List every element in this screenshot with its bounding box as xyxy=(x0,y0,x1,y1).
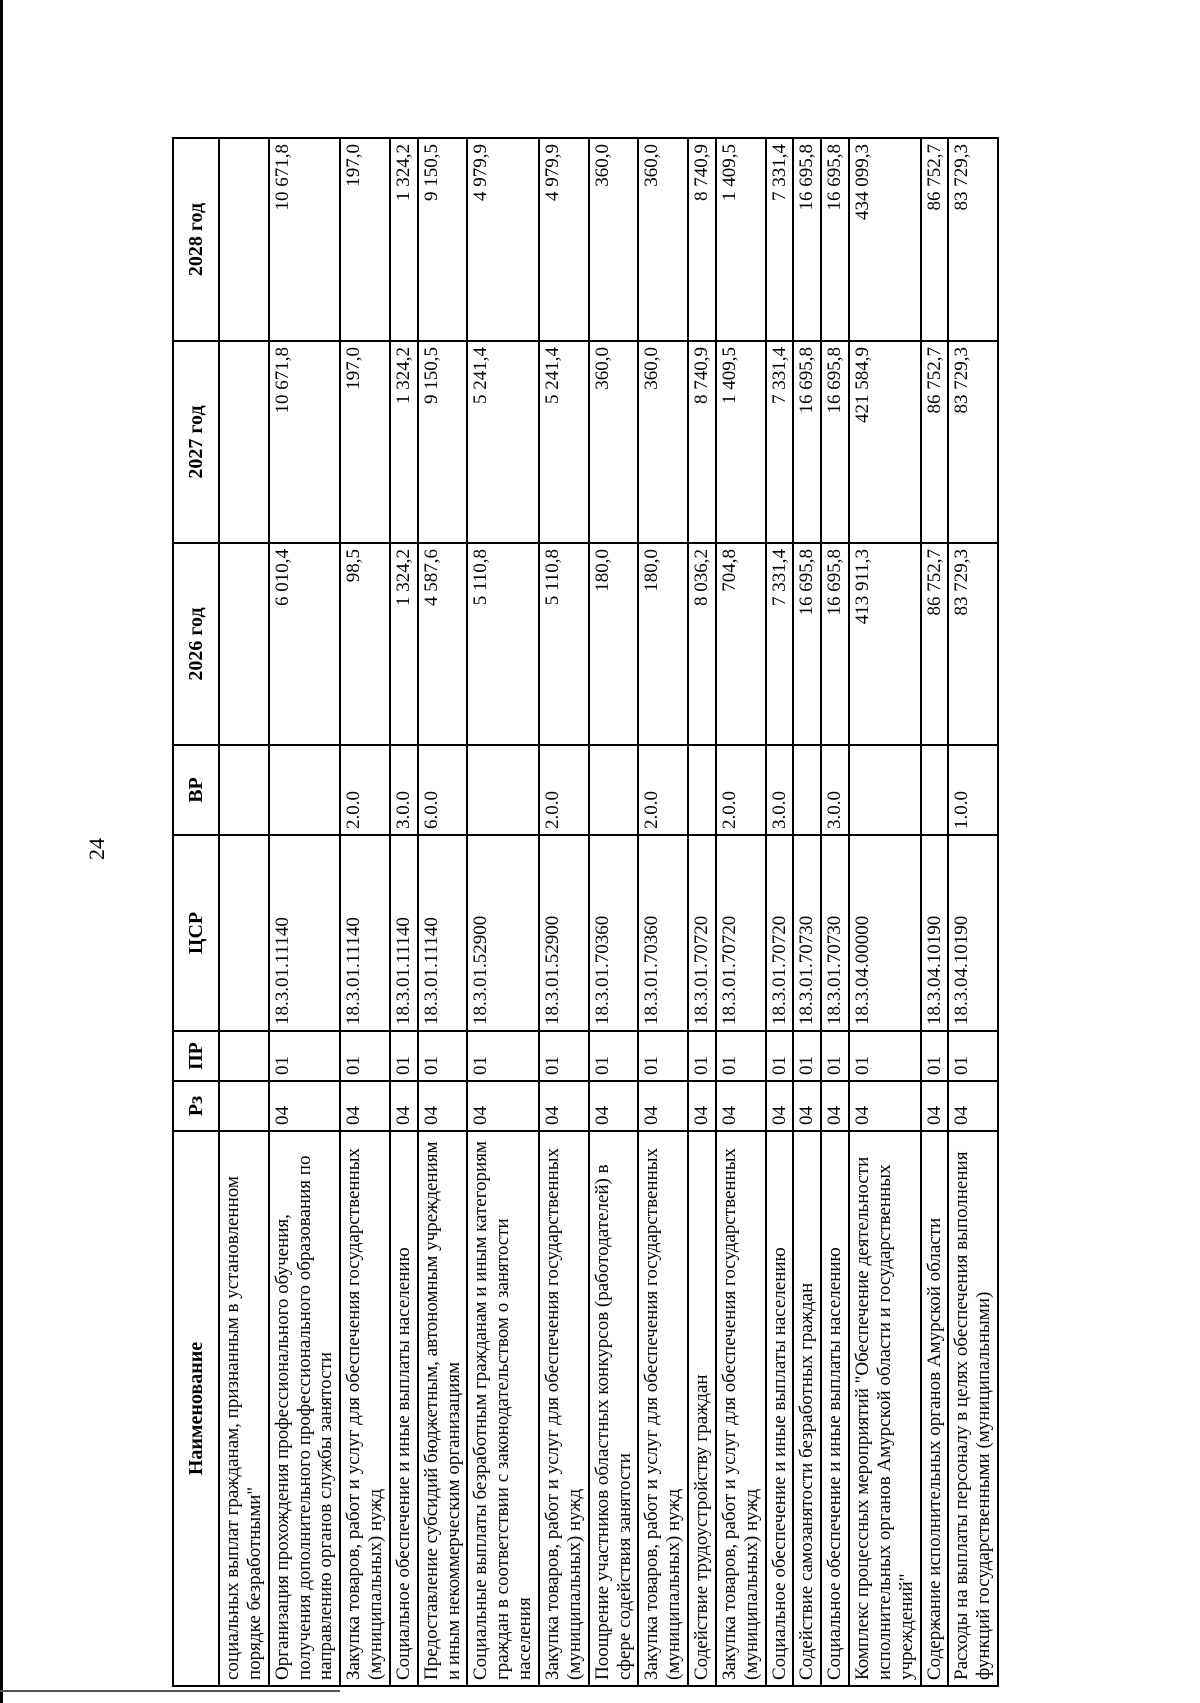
header-vr: ВР xyxy=(173,745,219,835)
cell-vr: 2.0.0 xyxy=(638,745,688,835)
cell-pr: 01 xyxy=(589,1031,639,1081)
scan-bottom-rule xyxy=(0,1690,340,1692)
cell-rz: 04 xyxy=(821,1081,849,1131)
cell-name: Организация прохождения профессионального обучения, получения дополнительного профессионального образования по направлению органов службы занятости xyxy=(269,1131,341,1686)
cell-rz: 04 xyxy=(793,1081,821,1131)
cell-csr: 18.3.01.70360 xyxy=(638,835,688,1031)
cell-name: Социальные выплаты безработным гражданам и иным категориям граждан в соответствии с законодательством о занятости населения xyxy=(467,1131,539,1686)
table-row xyxy=(716,138,766,1686)
header-2028: 2028 год xyxy=(173,138,219,341)
cell-rz: 04 xyxy=(688,1081,716,1131)
cell-2026: 8 036,2 xyxy=(688,543,716,745)
cell-2028: 9 150,5 xyxy=(418,138,468,341)
cell-rz: 04 xyxy=(849,1081,921,1131)
table-row xyxy=(390,138,418,1686)
cell-2027: 197,0 xyxy=(340,341,390,543)
cell-vr: 1.0.0 xyxy=(948,745,998,835)
table-row xyxy=(539,138,589,1686)
cell-rz: 04 xyxy=(921,1081,949,1131)
cell-vr xyxy=(849,745,921,835)
cell-vr xyxy=(467,745,539,835)
table-row xyxy=(921,138,949,1686)
cell-csr: 18.3.04.10190 xyxy=(921,835,949,1031)
cell-2026: 5 110,8 xyxy=(539,543,589,745)
cell-name: Комплекс процессных мероприятий "Обеспечение деятельности исполнительных органов Амурской области и государственных учреждений" xyxy=(849,1131,921,1686)
cell-vr xyxy=(269,745,341,835)
cell-csr: 18.3.01.11140 xyxy=(390,835,418,1031)
cell-2028: 360,0 xyxy=(589,138,639,341)
cell-rz: 04 xyxy=(467,1081,539,1131)
cell-2028: 4 979,9 xyxy=(467,138,539,341)
cell-2027: 9 150,5 xyxy=(418,341,468,543)
table-row xyxy=(269,138,341,1686)
cell-2027: 5 241,4 xyxy=(467,341,539,543)
cell-csr: 18.3.01.11140 xyxy=(340,835,390,1031)
header-2027: 2027 год xyxy=(173,341,219,543)
cell-2028: 1 409,5 xyxy=(716,138,766,341)
cell-2026: 98,5 xyxy=(340,543,390,745)
cell-rz: 04 xyxy=(638,1081,688,1131)
table-row xyxy=(638,138,688,1686)
cell-rz: 04 xyxy=(390,1081,418,1131)
cell-name: Содержание исполнительных органов Амурской области xyxy=(921,1131,949,1686)
table-row xyxy=(688,138,716,1686)
cell-vr: 3.0.0 xyxy=(766,745,794,835)
cell-rz: 04 xyxy=(948,1081,998,1131)
cell-rz xyxy=(219,1081,269,1131)
cell-rz: 04 xyxy=(766,1081,794,1131)
cell-csr: 18.3.01.70720 xyxy=(716,835,766,1031)
cell-2026: 83 729,3 xyxy=(948,543,998,745)
cell-name: Закупка товаров, работ и услуг для обеспечения государственных (муниципальных) нужд xyxy=(638,1131,688,1686)
cell-csr: 18.3.01.52900 xyxy=(467,835,539,1031)
cell-2028: 16 695,8 xyxy=(821,138,849,341)
cell-rz: 04 xyxy=(539,1081,589,1131)
cell-csr: 18.3.04.00000 xyxy=(849,835,921,1031)
cell-vr xyxy=(688,745,716,835)
table-row xyxy=(219,138,269,1686)
cell-2028: 360,0 xyxy=(638,138,688,341)
header-pr: ПР xyxy=(173,1031,219,1081)
cell-2028: 10 671,8 xyxy=(269,138,341,341)
cell-2026: 6 010,4 xyxy=(269,543,341,745)
cell-2027: 16 695,8 xyxy=(793,341,821,543)
table-row xyxy=(418,138,468,1686)
cell-name: Социальное обеспечение и иные выплаты населению xyxy=(821,1131,849,1686)
page-number: 24 xyxy=(84,838,109,860)
cell-csr: 18.3.01.70730 xyxy=(821,835,849,1031)
table-row xyxy=(948,138,998,1686)
cell-name: Содействие трудоустройству граждан xyxy=(688,1131,716,1686)
scan-left-border xyxy=(0,0,3,1703)
cell-pr: 01 xyxy=(766,1031,794,1081)
cell-csr: 18.3.01.11140 xyxy=(418,835,468,1031)
rotated-page-content xyxy=(172,139,1072,1687)
cell-vr xyxy=(589,745,639,835)
cell-2027: 83 729,3 xyxy=(948,341,998,543)
table-row xyxy=(849,138,921,1686)
table-body xyxy=(219,138,998,1686)
cell-vr: 3.0.0 xyxy=(390,745,418,835)
cell-2026: 180,0 xyxy=(638,543,688,745)
table-row xyxy=(467,138,539,1686)
cell-pr: 01 xyxy=(340,1031,390,1081)
cell-2026: 1 324,2 xyxy=(390,543,418,745)
cell-2028: 16 695,8 xyxy=(793,138,821,341)
cell-name: Закупка товаров, работ и услуг для обеспечения государственных (муниципальных) нужд xyxy=(340,1131,390,1686)
cell-vr: 3.0.0 xyxy=(821,745,849,835)
cell-2028: 1 324,2 xyxy=(390,138,418,341)
table-row xyxy=(766,138,794,1686)
cell-2028 xyxy=(219,138,269,341)
cell-csr: 18.3.01.70730 xyxy=(793,835,821,1031)
cell-name: Расходы на выплаты персоналу в целях обеспечения выполнения функций государственными (муниципальными) xyxy=(948,1131,998,1686)
cell-2026: 16 695,8 xyxy=(821,543,849,745)
cell-2027: 7 331,4 xyxy=(766,341,794,543)
cell-rz: 04 xyxy=(418,1081,468,1131)
cell-csr xyxy=(219,835,269,1031)
cell-csr: 18.3.01.70360 xyxy=(589,835,639,1031)
table-row xyxy=(793,138,821,1686)
cell-pr: 01 xyxy=(849,1031,921,1081)
cell-name: Закупка товаров, работ и услуг для обеспечения государственных (муниципальных) нужд xyxy=(539,1131,589,1686)
cell-vr: 6.0.0 xyxy=(418,745,468,835)
cell-2027: 10 671,8 xyxy=(269,341,341,543)
cell-pr: 01 xyxy=(688,1031,716,1081)
cell-csr: 18.3.01.70720 xyxy=(766,835,794,1031)
cell-name: Закупка товаров, работ и услуг для обеспечения государственных (муниципальных) нужд xyxy=(716,1131,766,1686)
cell-2028: 83 729,3 xyxy=(948,138,998,341)
cell-2028: 86 752,7 xyxy=(921,138,949,341)
cell-vr: 2.0.0 xyxy=(539,745,589,835)
table-header-row xyxy=(173,138,219,1686)
cell-name: Социальное обеспечение и иные выплаты населению xyxy=(766,1131,794,1686)
cell-pr: 01 xyxy=(638,1031,688,1081)
cell-vr xyxy=(219,745,269,835)
header-2026: 2026 год xyxy=(173,543,219,745)
cell-csr: 18.3.04.10190 xyxy=(948,835,998,1031)
cell-name: Содействие самозанятости безработных граждан xyxy=(793,1131,821,1686)
cell-2028: 197,0 xyxy=(340,138,390,341)
cell-pr: 01 xyxy=(418,1031,468,1081)
cell-name: социальных выплат гражданам, признанным в установленном порядке безработными" xyxy=(219,1131,269,1686)
cell-pr: 01 xyxy=(793,1031,821,1081)
cell-2027: 16 695,8 xyxy=(821,341,849,543)
cell-2028: 7 331,4 xyxy=(766,138,794,341)
cell-pr: 01 xyxy=(716,1031,766,1081)
cell-pr: 01 xyxy=(467,1031,539,1081)
cell-vr xyxy=(921,745,949,835)
cell-pr: 01 xyxy=(948,1031,998,1081)
cell-pr: 01 xyxy=(269,1031,341,1081)
cell-pr: 01 xyxy=(390,1031,418,1081)
cell-2027: 421 584,9 xyxy=(849,341,921,543)
table-row xyxy=(821,138,849,1686)
cell-2027: 1 409,5 xyxy=(716,341,766,543)
cell-vr: 2.0.0 xyxy=(340,745,390,835)
table-row xyxy=(589,138,639,1686)
cell-2026: 7 331,4 xyxy=(766,543,794,745)
cell-2026: 704,8 xyxy=(716,543,766,745)
cell-2026: 413 911,3 xyxy=(849,543,921,745)
cell-2028: 4 979,9 xyxy=(539,138,589,341)
cell-rz: 04 xyxy=(716,1081,766,1131)
cell-2026 xyxy=(219,543,269,745)
budget-table xyxy=(172,137,999,1687)
cell-rz: 04 xyxy=(340,1081,390,1131)
cell-2026: 4 587,6 xyxy=(418,543,468,745)
cell-2027: 86 752,7 xyxy=(921,341,949,543)
table-row xyxy=(340,138,390,1686)
cell-pr: 01 xyxy=(821,1031,849,1081)
cell-vr: 2.0.0 xyxy=(716,745,766,835)
cell-2026: 16 695,8 xyxy=(793,543,821,745)
cell-pr: 01 xyxy=(539,1031,589,1081)
cell-rz: 04 xyxy=(589,1081,639,1131)
cell-2027: 5 241,4 xyxy=(539,341,589,543)
cell-2026: 5 110,8 xyxy=(467,543,539,745)
header-name: Наименование xyxy=(173,1131,219,1686)
cell-csr: 18.3.01.70720 xyxy=(688,835,716,1031)
cell-csr: 18.3.01.52900 xyxy=(539,835,589,1031)
header-rz: Рз xyxy=(173,1081,219,1131)
cell-2027: 1 324,2 xyxy=(390,341,418,543)
header-csr: ЦСР xyxy=(173,835,219,1031)
cell-pr: 01 xyxy=(921,1031,949,1081)
cell-2027: 8 740,9 xyxy=(688,341,716,543)
cell-name: Социальное обеспечение и иные выплаты населению xyxy=(390,1131,418,1686)
cell-2026: 180,0 xyxy=(589,543,639,745)
cell-2028: 434 099,3 xyxy=(849,138,921,341)
cell-2027 xyxy=(219,341,269,543)
cell-rz: 04 xyxy=(269,1081,341,1131)
cell-name: Поощрение участников областных конкурсов (работодателей) в сфере содействия занятости xyxy=(589,1131,639,1686)
cell-vr xyxy=(793,745,821,835)
cell-2026: 86 752,7 xyxy=(921,543,949,745)
cell-name: Предоставление субсидий бюджетным, автономным учреждениям и иным некоммерческим организациям xyxy=(418,1131,468,1686)
cell-pr xyxy=(219,1031,269,1081)
cell-2027: 360,0 xyxy=(589,341,639,543)
cell-2027: 360,0 xyxy=(638,341,688,543)
cell-csr: 18.3.01.11140 xyxy=(269,835,341,1031)
cell-2028: 8 740,9 xyxy=(688,138,716,341)
